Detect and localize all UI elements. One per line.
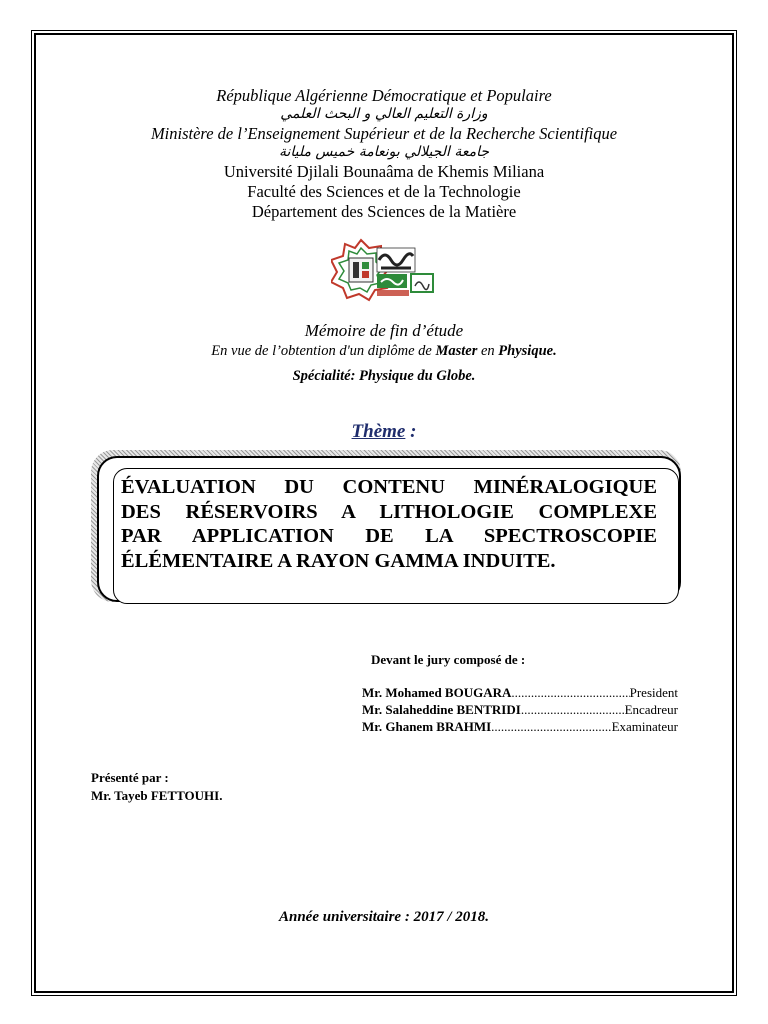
- theme-colon: :: [405, 421, 417, 442]
- theme-heading: [0, 421, 768, 443]
- ministry-line: Ministère de l’Enseignement Supérieur et de la Recherche Scientifique: [150, 124, 618, 143]
- obtention-mid: en: [477, 343, 499, 359]
- jury-member-role: Encadreur: [624, 702, 678, 717]
- leader-dots: [521, 701, 625, 718]
- university-line: Université Djilali Bounaâma de Khemis Miliana: [223, 162, 545, 181]
- jury-member-name: Mr. Ghanem BRAHMI: [362, 719, 492, 734]
- theme-title-line: ÉLÉMENTAIRE A RAYON GAMMA INDUITE.: [121, 549, 556, 572]
- theme-title-line: DES RÉSERVOIRS A LITHOLOGIE COMPLEXE: [121, 500, 657, 523]
- field-text: Physique.: [498, 343, 557, 359]
- theme-title: [121, 475, 657, 573]
- degree-text: Master: [435, 343, 478, 359]
- memoire-title: Mémoire de fin d’étude: [304, 321, 464, 340]
- jury-heading: Devant le jury composé de :: [371, 652, 526, 667]
- leader-dots: [511, 684, 629, 701]
- leader-dots: [491, 718, 611, 735]
- jury-list: [362, 684, 678, 735]
- obtention-prefix: En vue de l’obtention d'un diplôme de: [211, 343, 436, 359]
- jury-member: [362, 701, 678, 718]
- presented-by-block: [91, 769, 222, 805]
- obtention-line: [0, 342, 768, 360]
- academic-year: Année universitaire : 2017 / 2018.: [278, 909, 489, 925]
- theme-title-box: [91, 450, 681, 602]
- presented-by-label: Présenté par :: [91, 770, 169, 785]
- jury-member-name: Mr. Salaheddine BENTRIDI: [362, 702, 521, 717]
- institution-header: [0, 86, 768, 222]
- jury-member-name: Mr. Mohamed BOUGARA: [362, 685, 512, 700]
- memoire-block: [0, 320, 768, 385]
- jury-member-role: Examinateur: [611, 719, 678, 734]
- speciality-line: Spécialité: Physique du Globe.: [292, 368, 476, 384]
- jury-member: [362, 684, 678, 701]
- jury-member-role: President: [629, 685, 678, 700]
- department-line: Département des Sciences de la Matière: [251, 202, 517, 221]
- jury-member: [362, 718, 678, 735]
- student-name: Mr. Tayeb FETTOUHI.: [91, 788, 223, 803]
- theme-label: Thème: [351, 421, 406, 442]
- theme-title-line: ÉVALUATION DU CONTENU MINÉRALOGIQUE: [121, 476, 657, 498]
- university-arabic-line: جامعة الجيلالي بونعامة خميس مليانة: [278, 144, 490, 160]
- university-logo-icon: [331, 238, 437, 302]
- republic-line: République Algérienne Démocratique et Populaire: [216, 86, 552, 105]
- ministry-arabic-line: وزارة التعليم العالي و البحث العلمي: [280, 106, 488, 122]
- theme-title-line: PAR APPLICATION DE LA SPECTROSCOPIE: [121, 525, 657, 547]
- faculty-line: Faculté des Sciences et de la Technologie: [247, 182, 521, 201]
